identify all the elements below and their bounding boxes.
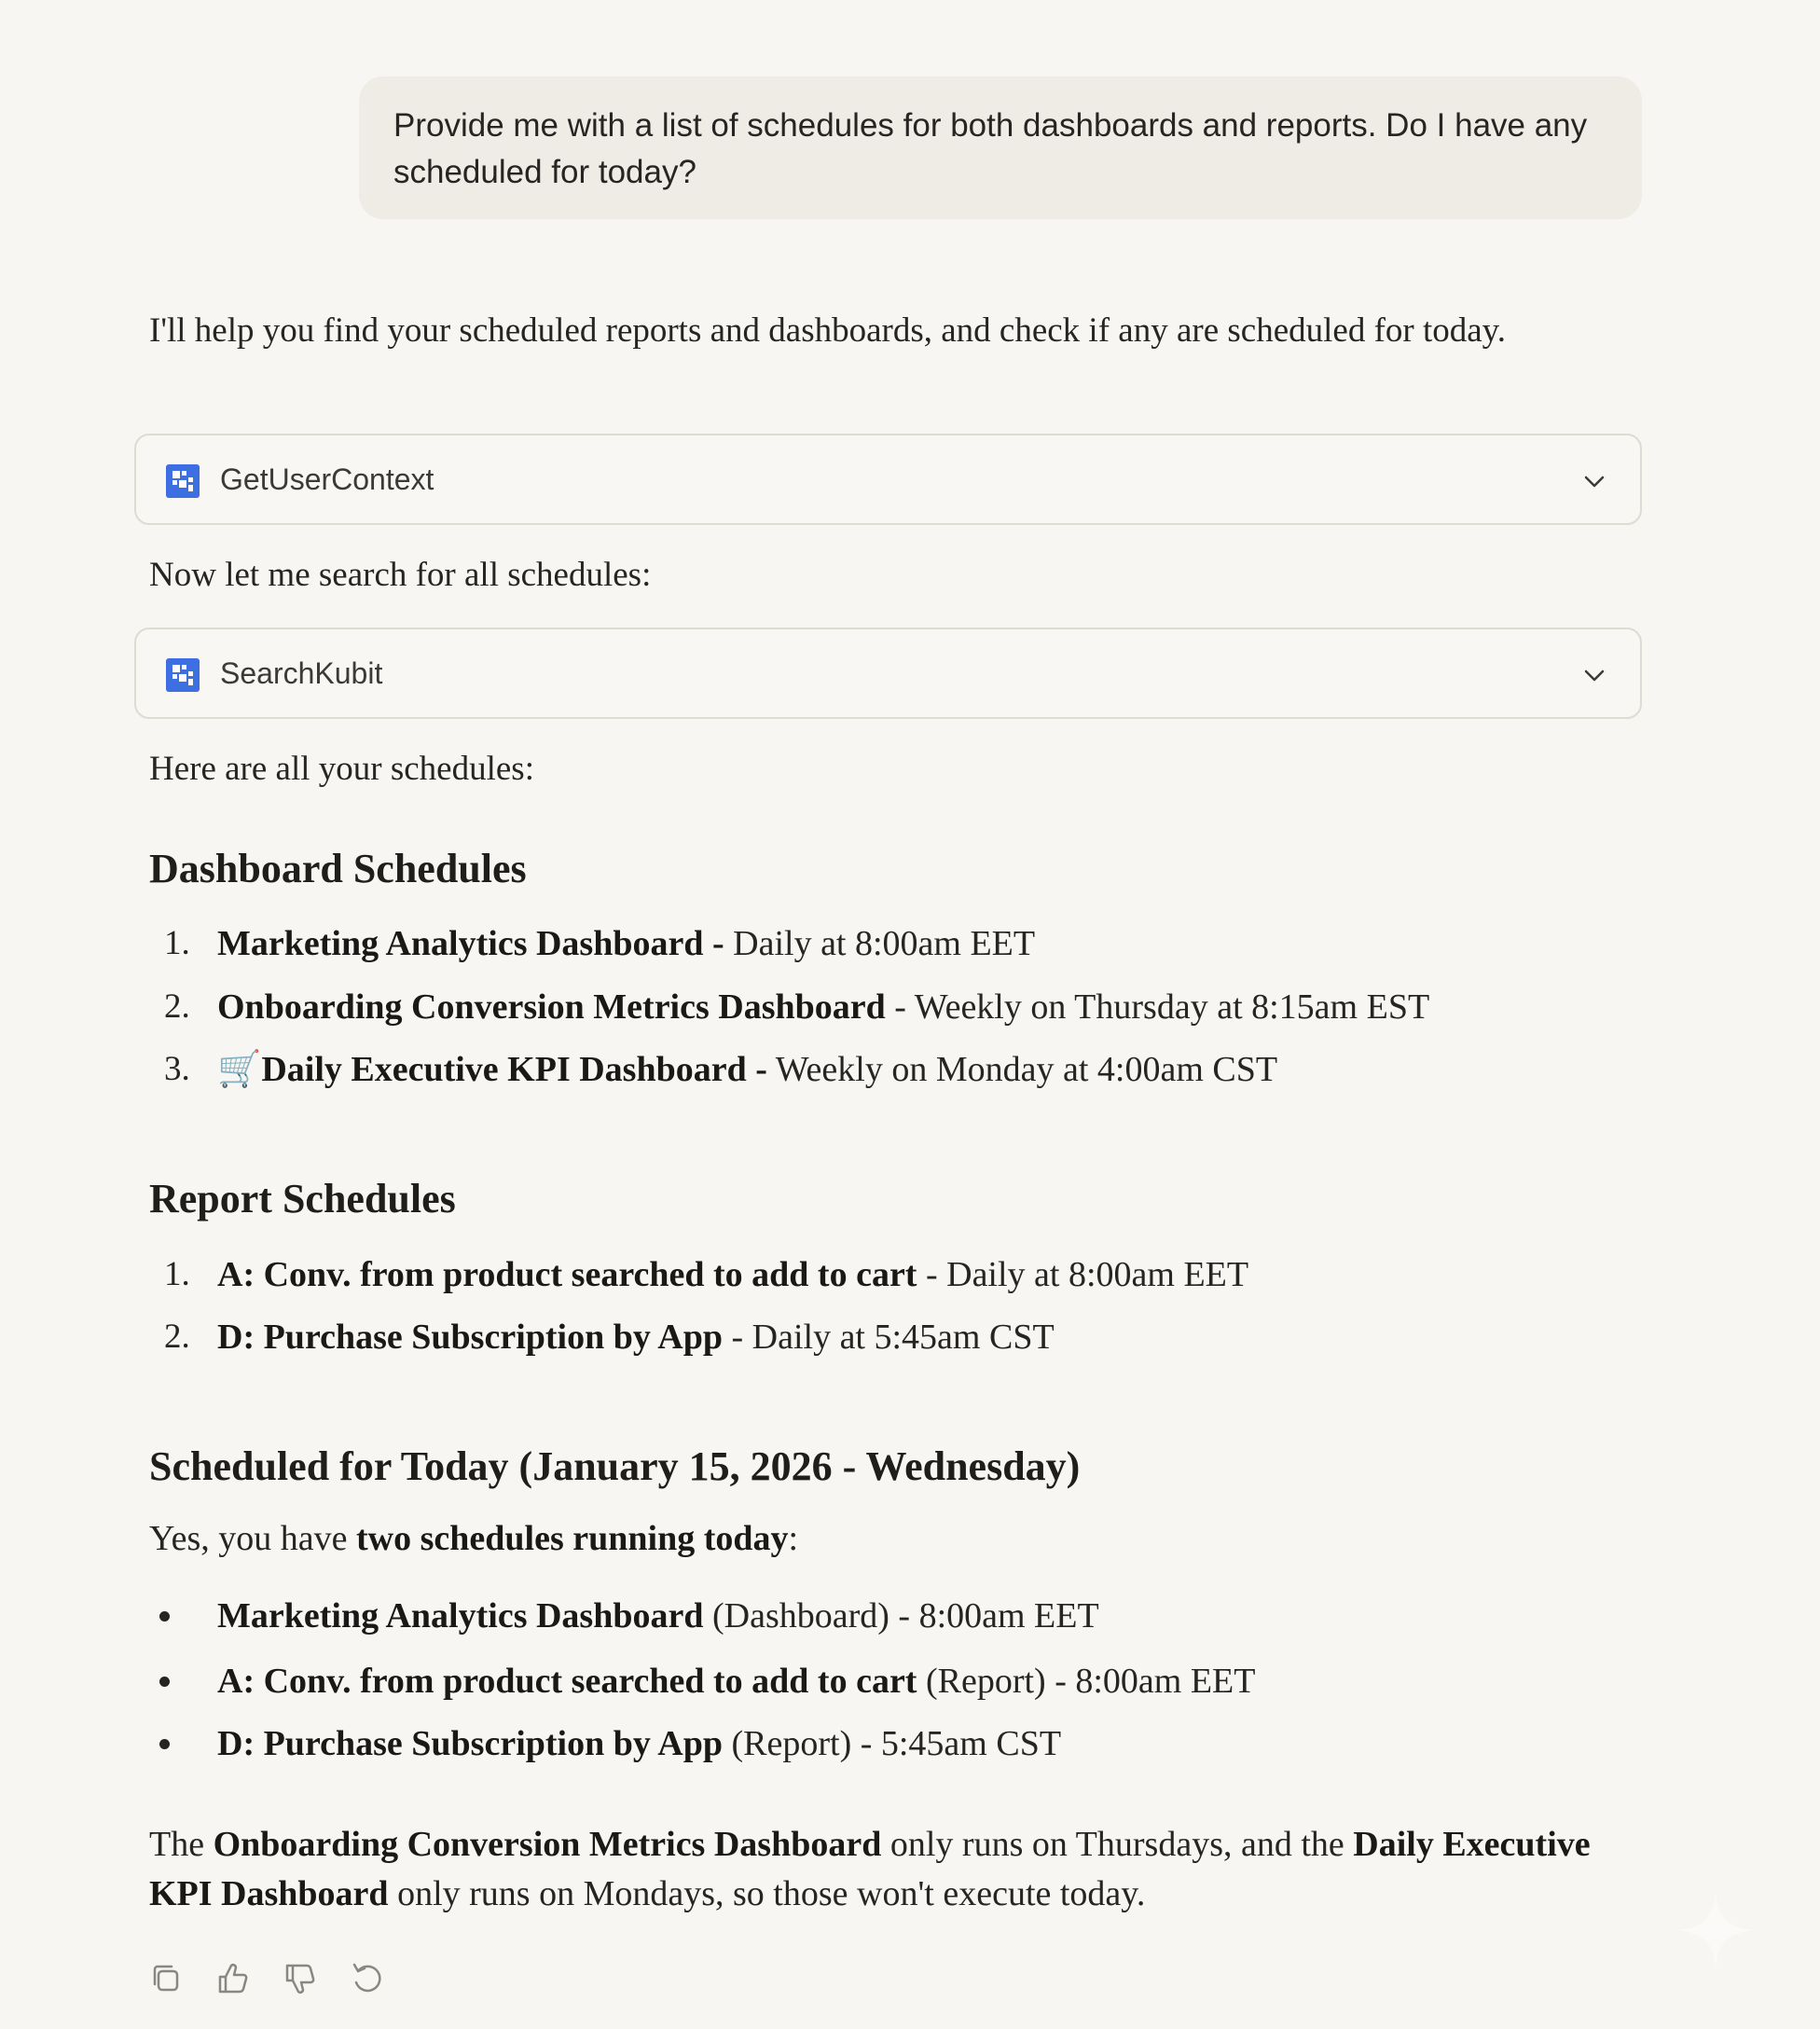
list-number: 1. (164, 1255, 190, 1293)
results-intro: Here are all your schedules: (149, 750, 534, 788)
copy-icon[interactable] (147, 1960, 185, 1997)
schedule-name: Onboarding Conversion Metrics Dashboard (217, 987, 886, 1027)
tool-call-get-user-context[interactable] (134, 434, 1642, 525)
list-item (217, 1719, 1061, 1768)
lead-bold: two schedules running today (356, 1519, 789, 1558)
schedule-detail: (Report) - 5:45am CST (722, 1724, 1062, 1763)
search-intro: Now let me search for all schedules: (149, 556, 652, 594)
list-item (217, 1592, 1099, 1640)
closing-text: only runs on Thursdays, and the (881, 1825, 1354, 1864)
schedule-detail: (Report) - 8:00am EET (917, 1662, 1256, 1701)
today-lead (149, 1514, 798, 1563)
tool-call-name: GetUserContext (220, 462, 434, 496)
thumbs-up-icon[interactable] (214, 1960, 252, 1997)
list-item (217, 983, 1429, 1031)
thumbs-down-icon[interactable] (282, 1960, 319, 1997)
tool-call-name: SearchKubit (220, 656, 383, 690)
schedule-name: Marketing Analytics Dashboard - (217, 924, 724, 963)
closing-paragraph (149, 1820, 1660, 1919)
list-item (217, 1657, 1255, 1705)
schedule-detail: Weekly on Monday at 4:00am CST (766, 1050, 1278, 1089)
schedule-name: Daily Executive KPI Dashboard - (261, 1050, 767, 1089)
report-schedules-heading: Report Schedules (149, 1176, 456, 1222)
list-item (217, 1045, 1277, 1094)
list-number: 2. (164, 987, 190, 1026)
schedule-name: D: Purchase Subscription by App (217, 1724, 723, 1763)
bullet (159, 1611, 170, 1622)
chevron-down-icon[interactable] (1582, 665, 1606, 685)
list-item (217, 1313, 1055, 1361)
today-heading: Scheduled for Today (January 15, 2026 - Wednesday) (149, 1443, 1081, 1489)
schedule-name: A: Conv. from product searched to add to cart (217, 1662, 917, 1701)
shopping-cart-emoji: 🛒 (217, 1050, 262, 1089)
schedule-detail: (Dashboard) - 8:00am EET (703, 1596, 1099, 1636)
closing-bold: Onboarding Conversion Metrics Dashboard (213, 1825, 882, 1864)
lead-punct: : (788, 1519, 799, 1558)
schedule-name: A: Conv. from product searched to add to cart (217, 1255, 917, 1294)
schedule-name: D: Purchase Subscription by App (217, 1318, 723, 1357)
schedule-detail: - Daily at 8:00am EET (917, 1255, 1249, 1294)
schedule-detail: Daily at 8:00am EET (724, 924, 1036, 963)
kubit-grid-icon (166, 658, 200, 692)
closing-text: only runs on Mondays, so those won't execute today. (388, 1874, 1146, 1913)
tool-call-search-kubit[interactable] (134, 628, 1642, 719)
assistant-intro: I'll help you find your scheduled reports and dashboards, and check if any are scheduled for today. (149, 311, 1507, 350)
schedule-detail: - Weekly on Thursday at 8:15am EST (885, 987, 1430, 1027)
dashboard-schedules-heading: Dashboard Schedules (149, 846, 527, 891)
bullet (159, 1739, 170, 1749)
list-item (217, 1250, 1248, 1299)
user-message-bubble (359, 76, 1642, 219)
closing-text: The (149, 1825, 214, 1864)
bullet (159, 1677, 170, 1687)
schedule-detail: - Daily at 5:45am CST (722, 1318, 1055, 1357)
schedule-name: Marketing Analytics Dashboard (217, 1596, 704, 1636)
retry-icon[interactable] (349, 1960, 386, 1997)
lead-text: Yes, you have (149, 1519, 357, 1558)
list-number: 2. (164, 1318, 190, 1356)
list-number: 3. (164, 1050, 190, 1088)
list-number: 1. (164, 924, 190, 962)
kubit-grid-icon (166, 464, 200, 498)
user-message-text: Provide me with a list of schedules for both dashboards and reports. Do I have any scheduled for today? (393, 107, 1588, 190)
list-item (217, 919, 1035, 968)
chevron-down-icon[interactable] (1582, 471, 1606, 491)
closing-bold: Daily Executive KPI Dashboard (149, 1825, 1591, 1913)
sparkle-icon (1669, 1884, 1762, 1977)
